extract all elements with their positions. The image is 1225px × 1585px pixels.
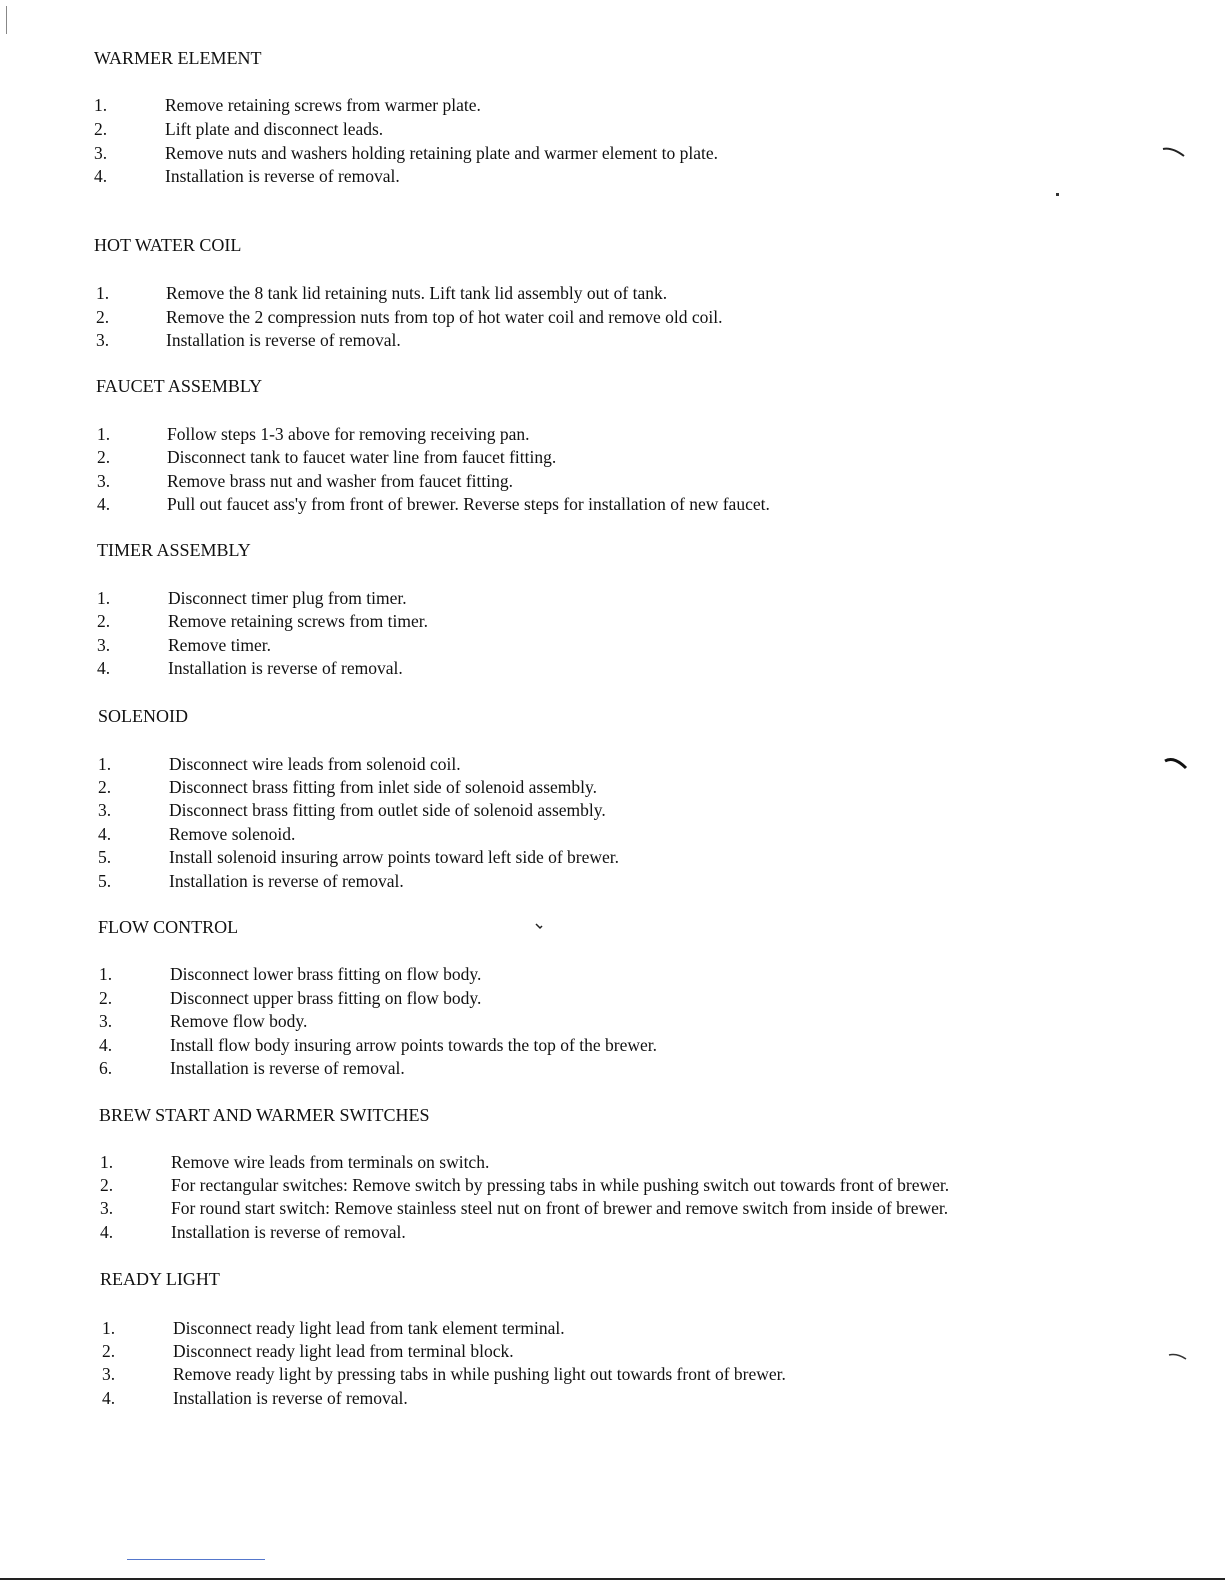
list-item [0,1175,1225,1199]
step-text: Disconnect timer plug from timer. [168,588,407,608]
step-number: 5. [98,847,112,867]
scan-mark [1168,1352,1188,1362]
step-number: 3. [94,143,108,163]
list-item [0,1388,1225,1412]
step-number: 2. [94,119,108,139]
step-text: Remove solenoid. [169,824,296,844]
step-number: 4. [98,824,112,844]
scan-mark [6,6,7,34]
step-number: 1. [94,95,108,115]
step-number: 2. [99,988,113,1008]
list-item [0,1222,1225,1246]
step-text: Installation is reverse of removal. [173,1388,408,1408]
list-item [0,330,1225,354]
step-text: Disconnect ready light lead from tank element terminal. [173,1318,565,1338]
step-number: 1. [97,424,111,444]
list-item [0,588,1225,612]
step-text: Pull out faucet ass'y from front of brewer. Reverse steps for installation of new faucet. [167,494,770,514]
section-heading: TIMER ASSEMBLY [97,540,251,560]
step-text: Lift plate and disconnect leads. [165,119,384,139]
list-item [0,871,1225,895]
section-heading: FLOW CONTROL [98,917,239,937]
step-text: Installation is reverse of removal. [168,658,403,678]
list-item [0,1318,1225,1342]
scan-mark [1162,146,1186,158]
step-number: 1. [98,754,112,774]
list-item [0,447,1225,471]
scan-line [127,1559,265,1560]
list-item [0,95,1225,119]
step-number: 2. [100,1175,114,1195]
step-number: 4. [97,658,111,678]
step-text: Disconnect lower brass fitting on flow body. [170,964,482,984]
section-heading: WARMER ELEMENT [94,48,262,68]
list-item [0,1341,1225,1365]
list-item [0,1035,1225,1059]
step-number: 3. [99,1011,113,1031]
step-text: Remove retaining screws from timer. [168,611,428,631]
step-number: 4. [100,1222,114,1242]
step-number: 1. [97,588,111,608]
page-bottom-border [0,1578,1225,1580]
step-number: 2. [102,1341,116,1361]
list-item [0,424,1225,448]
step-text: Installation is reverse of removal. [165,166,400,186]
step-text: Installation is reverse of removal. [169,871,404,891]
step-number: 2. [96,307,110,327]
step-number: 3. [97,471,111,491]
section-heading: BREW START AND WARMER SWITCHES [99,1105,430,1125]
list-item [0,166,1225,190]
step-text: Remove brass nut and washer from faucet fitting. [167,471,514,491]
list-item [0,283,1225,307]
list-item [0,658,1225,682]
step-number: 1. [96,283,110,303]
step-text: Installation is reverse of removal. [170,1058,405,1078]
step-text: Remove the 2 compression nuts from top of hot water coil and remove old coil. [166,307,723,327]
step-number: 3. [96,330,110,350]
step-number: 3. [102,1364,116,1384]
list-item [0,635,1225,659]
list-item [0,847,1225,871]
step-number: 1. [102,1318,116,1338]
step-text: Remove the 8 tank lid retaining nuts. Lift tank lid assembly out of tank. [166,283,668,303]
step-number: 5. [98,871,112,891]
list-item [0,964,1225,988]
step-number: 1. [100,1152,114,1172]
list-item [0,1058,1225,1082]
step-number: 6. [99,1058,113,1078]
scan-mark [534,922,544,934]
step-text: Disconnect brass fitting from inlet side of solenoid assembly. [169,777,598,797]
step-number: 3. [100,1198,114,1218]
list-item [0,1011,1225,1035]
step-number: 4. [99,1035,113,1055]
scan-mark [1056,193,1059,196]
list-item [0,143,1225,167]
step-text: Install flow body insuring arrow points towards the top of the brewer. [170,1035,657,1055]
step-text: For round start switch: Remove stainless steel nut on front of brewer and remove switch from inside of brewer. [171,1198,949,1218]
step-text: Installation is reverse of removal. [166,330,401,350]
section-heading: SOLENOID [98,706,188,726]
list-item [0,988,1225,1012]
list-item [0,824,1225,848]
step-text: Disconnect wire leads from solenoid coil. [169,754,461,774]
list-item [0,754,1225,778]
list-item [0,494,1225,518]
step-text: Disconnect brass fitting from outlet side of solenoid assembly. [169,800,606,820]
step-text: Disconnect upper brass fitting on flow body. [170,988,482,1008]
section-heading: HOT WATER COIL [94,235,242,255]
step-number: 2. [97,447,111,467]
step-text: Remove retaining screws from warmer plate. [165,95,481,115]
step-number: 3. [97,635,111,655]
list-item [0,471,1225,495]
list-item [0,777,1225,801]
list-item [0,119,1225,143]
step-text: Install solenoid insuring arrow points toward left side of brewer. [169,847,620,867]
list-item [0,611,1225,635]
step-number: 4. [94,166,108,186]
list-item [0,1364,1225,1388]
step-number: 4. [97,494,111,514]
step-number: 4. [102,1388,116,1408]
list-item [0,1152,1225,1176]
step-text: Disconnect ready light lead from terminal block. [173,1341,514,1361]
step-text: Remove wire leads from terminals on switch. [171,1152,490,1172]
step-text: Follow steps 1-3 above for removing receiving pan. [167,424,530,444]
section-heading: READY LIGHT [100,1269,220,1289]
list-item [0,1198,1225,1222]
step-number: 1. [99,964,113,984]
step-text: Disconnect tank to faucet water line from faucet fitting. [167,447,557,467]
scan-mark [1164,756,1188,770]
section-heading: FAUCET ASSEMBLY [96,376,263,396]
step-text: Remove nuts and washers holding retaining plate and warmer element to plate. [165,143,719,163]
step-number: 3. [98,800,112,820]
step-number: 2. [98,777,112,797]
step-text: For rectangular switches: Remove switch by pressing tabs in while pushing switch out towards front of brewer. [171,1175,950,1195]
step-number: 2. [97,611,111,631]
step-text: Installation is reverse of removal. [171,1222,406,1242]
list-item [0,307,1225,331]
step-text: Remove flow body. [170,1011,308,1031]
list-item [0,800,1225,824]
step-text: Remove timer. [168,635,272,655]
step-text: Remove ready light by pressing tabs in while pushing light out towards front of brewer. [173,1364,786,1384]
